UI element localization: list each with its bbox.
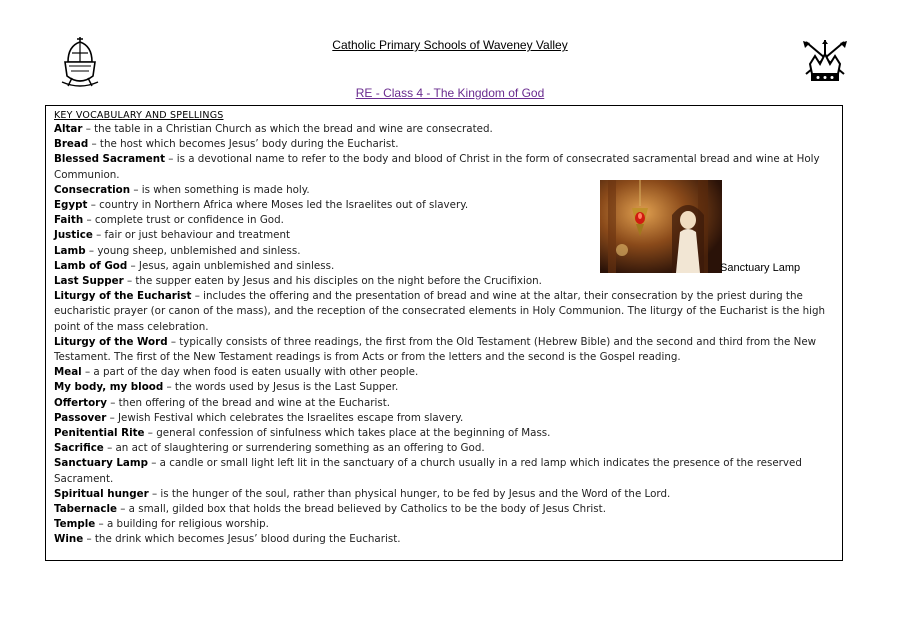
vocab-definition: – the host which becomes Jesus’ body during the Eucharist. [88,138,399,151]
vocab-term: Lamb of God [54,259,128,272]
vocab-entry-offertory [54,396,834,411]
vocab-term: Egypt [54,199,88,212]
vocab-definition: – a building for religious worship. [95,518,269,531]
vocab-term: My body, my blood [54,381,164,394]
vocab-definition: – complete trust or confidence in God. [83,214,284,227]
vocab-definition: – is when something is made holy. [130,183,310,196]
vocab-entry-last-supper [54,274,834,289]
vocab-definition: – typically consists of three readings, the first from the Old Testament (Hebrew Bible) and the second and third from the New Testament. The first of the New Testament readings is from Acts or from the letters and the second is the Gospel reading. [54,335,817,364]
vocab-definition: – the supper eaten by Jesus and his disciples on the night before the Crucifixion. [123,275,542,288]
image-caption: Sanctuary Lamp [720,262,801,274]
vocab-definition: – is a devotional name to refer to the body and blood of Christ in the form of consecrated sacramental bread and wine at Holy Communion. [54,153,820,181]
vocab-definition: – Jesus, again unblemished and sinless. [127,259,335,272]
school-title: Catholic Primary Schools of Waveney Valley [332,38,568,52]
vocab-definition: – then offering of the bread and wine at the Eucharist. [106,396,391,409]
vocab-entry-blessed-sacrament [54,152,834,182]
vocab-term: Justice [54,229,93,242]
vocab-entry-altar [54,122,834,137]
vocab-definition: – includes the offering and the presentation of bread and wine at the altar, their consecration by the priest during the eucharistic prayer (or canon of the mass), and the reception of the consecrated elements in Holy Communion. The liturgy of the Eucharist is the high point of the mass celebration. [54,290,826,333]
vocab-term: Liturgy of the Word [54,335,168,348]
vocab-definition: – an act of slaughtering or surrendering something as an offering to God. [103,442,485,455]
vocab-entry-liturgy-word [54,335,834,365]
vocab-entry-sacrifice [54,441,834,456]
vocab-term: Wine [54,533,84,546]
vocab-term: Faith [54,214,84,227]
vocab-term: Spiritual hunger [54,487,149,500]
vocab-definition: – the words used by Jesus is the Last Supper. [163,381,399,394]
vocab-term: Lamb [54,244,86,257]
vocab-entry-temple [54,517,834,532]
vocab-term: Sacrifice [54,442,104,455]
vocab-entry-meal [54,365,834,380]
vocab-term: Sanctuary Lamp [54,457,148,470]
vocab-term: Consecration [54,183,131,196]
vocab-definition: – the table in a Christian Church as which the bread and wine are consecrated. [82,123,493,135]
vocab-entry-wine [54,532,834,547]
vocab-definition: – a candle or small light left lit in the sanctuary of a church usually in a red lamp which indicates the presence of the reserved Sacrament. [54,457,802,485]
vocab-term: Blessed Sacrament [54,153,166,166]
vocab-term: Liturgy of the Eucharist [54,290,192,303]
vocab-definition: – a small, gilded box that holds the bread believed by Catholics to be the body of Jesus Christ. [116,503,606,516]
vocab-term: Altar [54,123,83,135]
vocab-term: Last Supper [54,275,124,288]
vocab-definition: – fair or just behaviour and treatment [92,229,291,242]
vocab-definition: – is the hunger of the soul, rather than physical hunger, to be fed by Jesus and the Word of the Lord. [148,487,671,500]
vocab-definition: – young sheep, unblemished and sinless. [85,244,301,257]
vocab-term: Bread [54,138,89,151]
vocabulary-heading: KEY VOCABULARY AND SPELLINGS [54,110,224,121]
vocab-entry-sanctuary-lamp [54,456,834,486]
vocab-definition: – country in Northern Africa where Moses led the Israelites out of slavery. [87,199,469,212]
vocab-entry-penitential-rite [54,426,834,441]
vocabulary-box [45,105,843,561]
vocab-definition: – Jewish Festival which celebrates the Israelites escape from slavery. [106,411,464,424]
vocab-term: Tabernacle [54,503,117,516]
vocab-term: Penitential Rite [54,427,145,440]
vocab-entry-passover [54,411,834,426]
vocab-entry-spiritual-hunger [54,487,834,502]
vocab-entry-tabernacle [54,502,834,517]
vocab-entry-my-body-my-blood [54,380,834,395]
vocab-definition: – a part of the day when food is eaten usually with other people. [81,366,419,379]
vocab-term: Passover [54,411,107,424]
sanctuary-lamp-photo [600,180,722,273]
vocab-definition: – the drink which becomes Jesus’ blood during the Eucharist. [83,533,401,546]
vocab-term: Offertory [54,396,107,409]
vocab-definition: – general confession of sinfulness which takes place at the beginning of Mass. [144,427,551,440]
vocab-entry-liturgy-eucharist [54,289,834,335]
page-subtitle: RE - Class 4 - The Kingdom of God [355,86,545,100]
vocab-entry-bread [54,137,834,152]
vocab-term: Temple [54,518,96,531]
vocab-term: Meal [54,366,82,379]
